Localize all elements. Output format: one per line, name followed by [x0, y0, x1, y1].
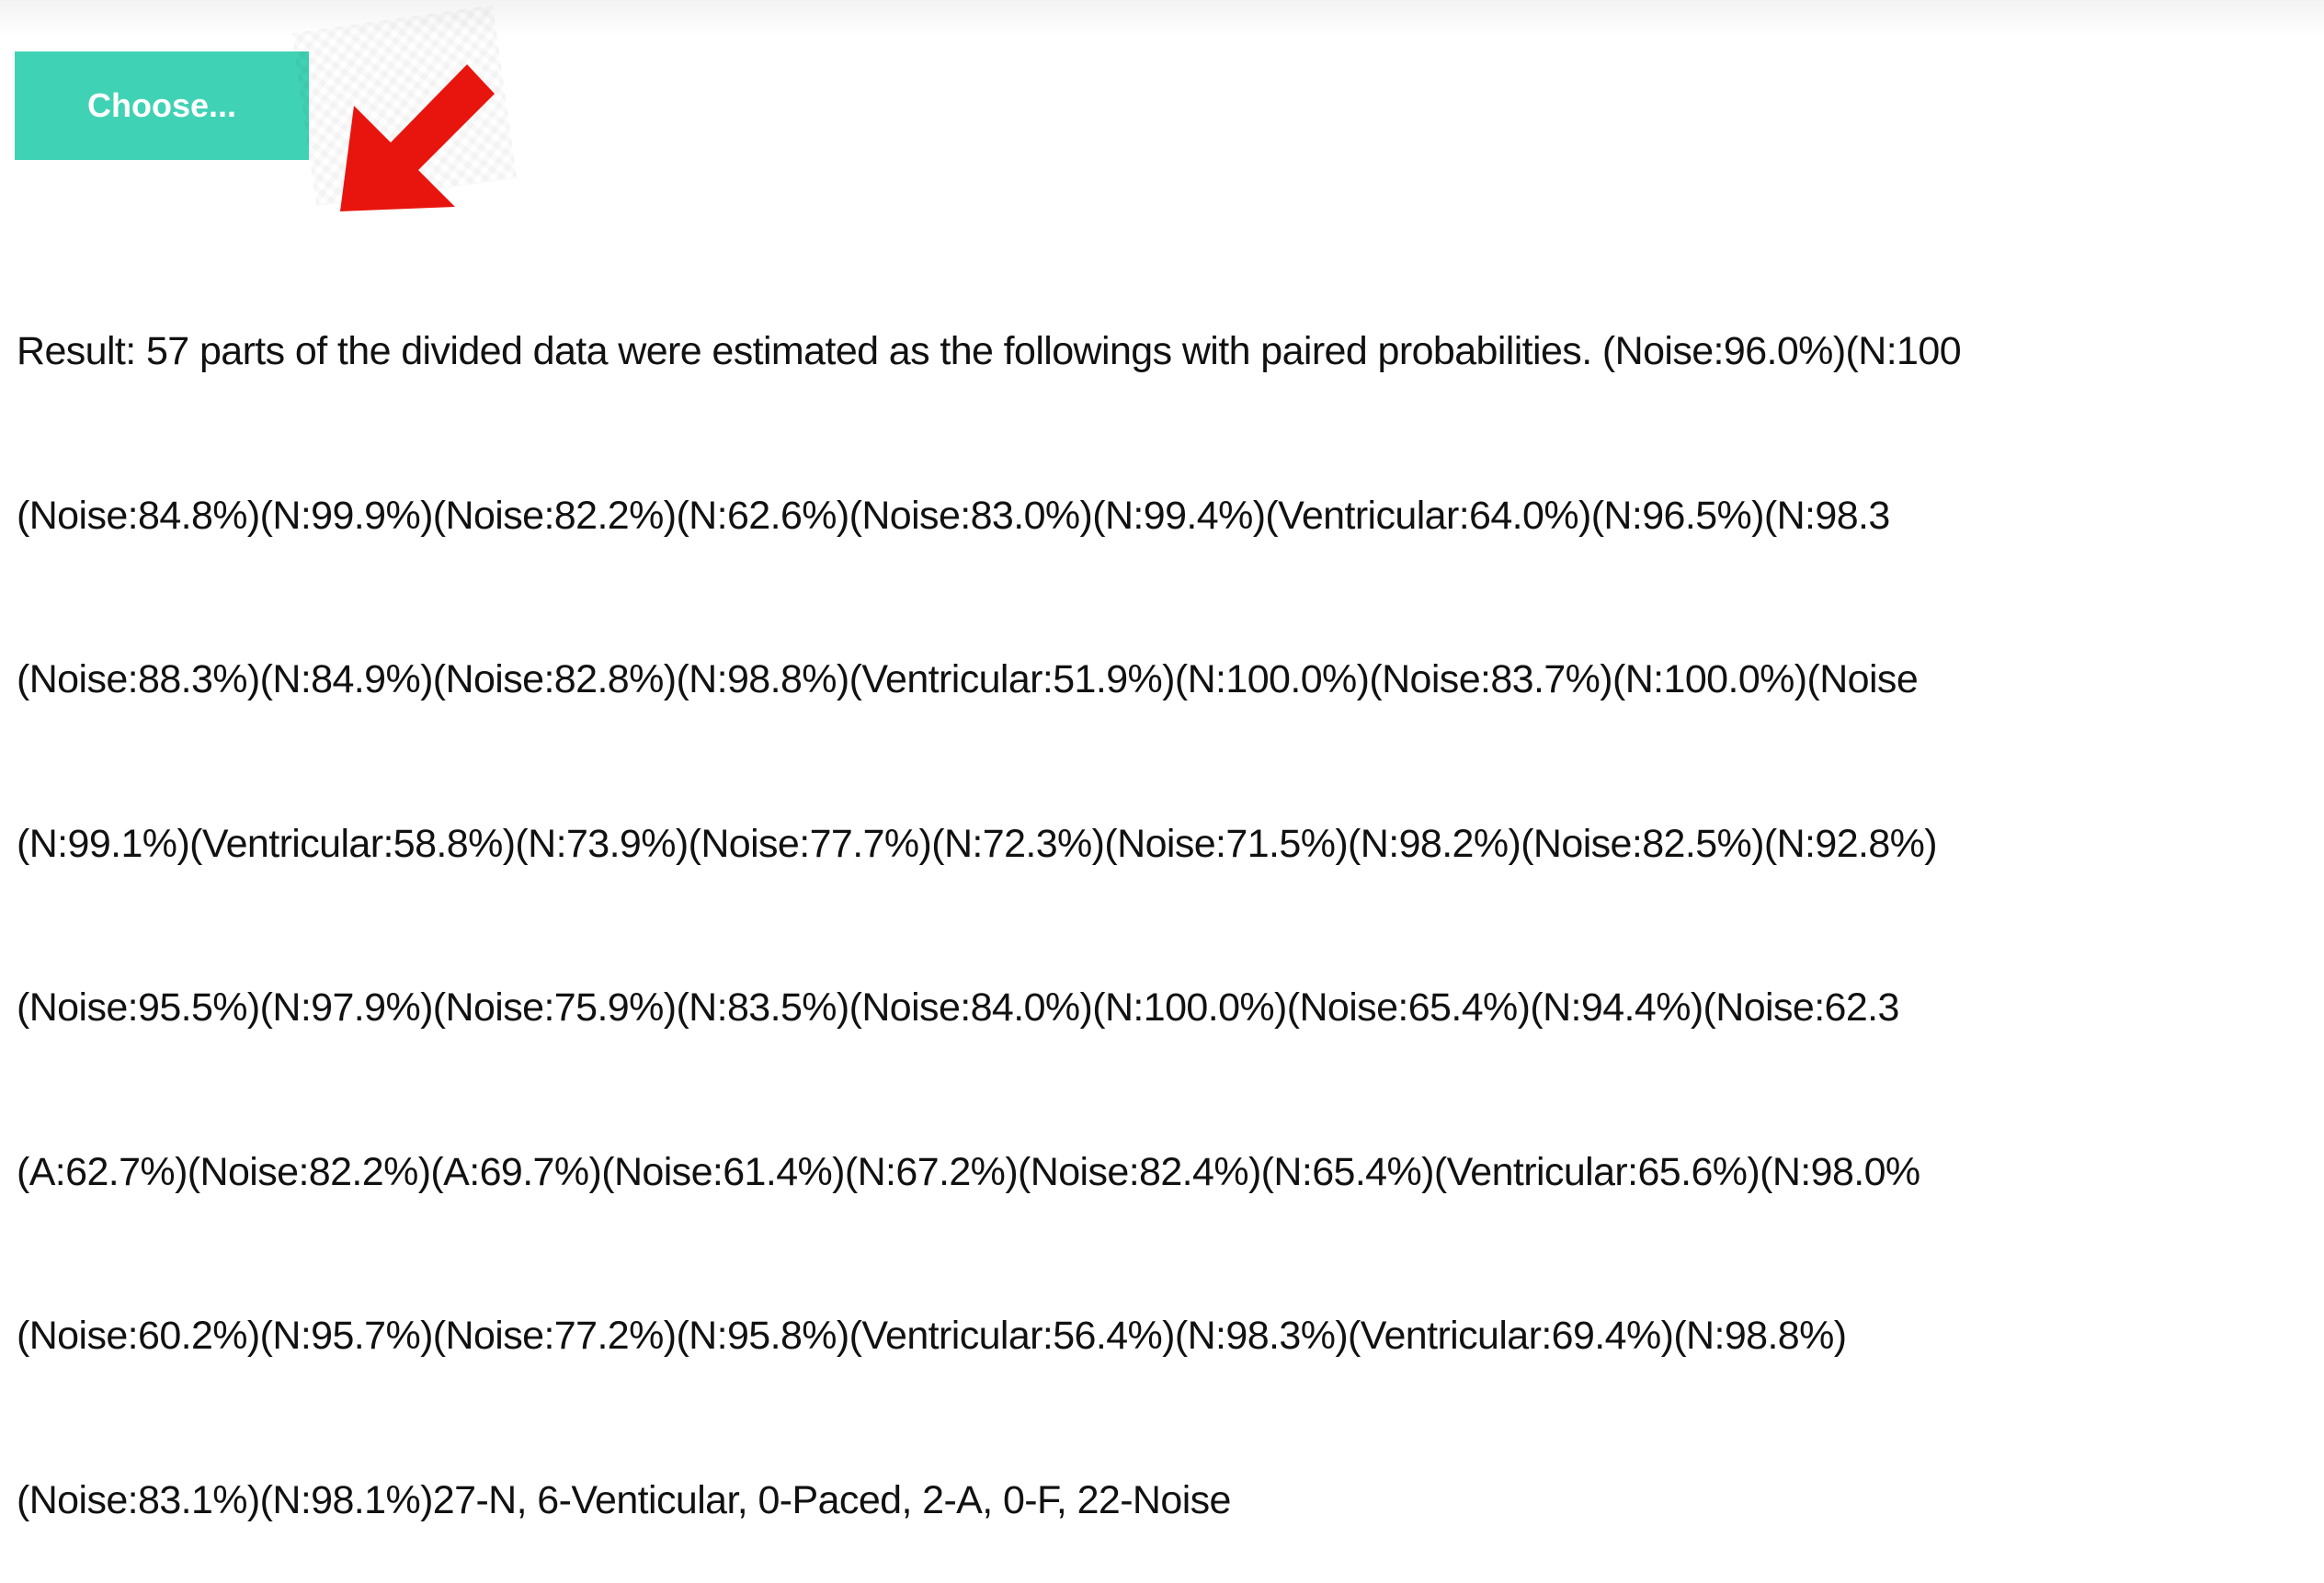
result-line: Result: 57 parts of the divided data were estimated as the followings with paired probabilities. (Noise:96.0%)(N:100	[17, 329, 1962, 373]
red-arrow-icon	[313, 37, 496, 221]
result-line: (Noise:88.3%)(N:84.9%)(Noise:82.8%)(N:98.8%)(Ventricular:51.9%)(N:100.0%)(Noise:83.7%)(N:100.0%)(Noise	[17, 657, 1919, 701]
result-line: (Noise:95.5%)(N:97.9%)(Noise:75.9%)(N:83.5%)(Noise:84.0%)(N:100.0%)(Noise:65.4%)(N:94.4%)(Noise:62.3	[17, 985, 1899, 1030]
result-line: (N:99.1%)(Ventricular:58.8%)(N:73.9%)(Noise:77.7%)(N:72.3%)(Noise:71.5%)(N:98.2%)(Noise:82.5%)(N:92.8%)	[17, 821, 1938, 866]
result-line: (A:62.7%)(Noise:82.2%)(A:69.7%)(Noise:61.4%)(N:67.2%)(Noise:82.4%)(N:65.4%)(Ventricular:65.6%)(N:98.0%	[17, 1149, 1920, 1194]
result-line: (Noise:84.8%)(N:99.9%)(Noise:82.2%)(N:62.6%)(Noise:83.0%)(N:99.4%)(Ventricular:64.0%)(N:96.5%)(N:98.3	[17, 493, 1890, 538]
result-line: (Noise:60.2%)(N:95.7%)(Noise:77.2%)(N:95.8%)(Ventricular:56.4%)(N:98.3%)(Ventricular:69.4%)(N:98.8%)	[17, 1314, 1847, 1358]
result-text	[17, 215, 2324, 1522]
choose-file-button[interactable]: Choose...	[15, 51, 309, 160]
result-line: (Noise:83.1%)(N:98.1%)27-N, 6-Venticular, 0-Paced, 2-A, 0-F, 22-Noise	[17, 1477, 1231, 1522]
